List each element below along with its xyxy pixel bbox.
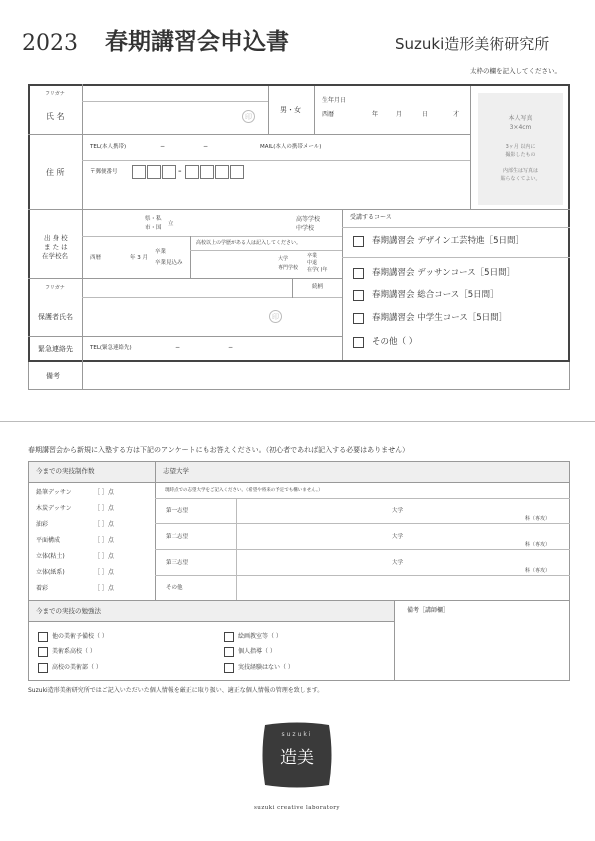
remarks-label: 備考 xyxy=(46,372,60,380)
choice-univ-2: 大学 xyxy=(392,534,404,540)
postal-code-boxes[interactable] xyxy=(132,165,232,181)
choice-dept-3: 科（専攻） xyxy=(525,568,551,574)
guardian-seal-mark xyxy=(269,310,282,323)
photo-note-1: 3ヶ月 以内に xyxy=(505,144,536,150)
institute-name-latin: Suzuki xyxy=(395,35,445,53)
furigana-input[interactable] xyxy=(90,88,260,100)
choice-univ-3: 大学 xyxy=(392,560,404,566)
works-header: 今までの実技制作数 xyxy=(36,467,95,475)
logo-top-text: suzuki xyxy=(281,731,313,738)
institute-name-jp: 造形美術研究所 xyxy=(444,35,550,53)
method-label: 美術系高校（ ） xyxy=(52,648,96,655)
photo-box[interactable] xyxy=(478,93,563,205)
institute-name xyxy=(395,37,549,52)
work-item-label: 立体(紙系) xyxy=(36,569,65,576)
course-label: 春期講習会 中学生コース［5日間］ xyxy=(372,313,508,323)
method-checkbox[interactable] xyxy=(224,647,234,657)
survey-intro: 春期講習会から新規に入塾する方は下記のアンケートにもお答えください。（初心者であれば記入する必要はありません） xyxy=(28,446,410,454)
work-item-count[interactable]: ［ ］点 xyxy=(94,553,114,560)
choice-univ-1: 大学 xyxy=(392,508,404,514)
emergency-label: 緊急連絡先 xyxy=(38,345,73,353)
high-school-label: 高等学校 xyxy=(296,216,321,223)
work-item-count[interactable]: ［ ］点 xyxy=(94,537,114,544)
mail-label: MAIL(本人の携帯メール) xyxy=(260,144,322,150)
course-label: その他（ ） xyxy=(372,337,418,347)
privacy-note: Suzuki造形美術研究所ではご記入いただいた個人情報を厳正に取り扱い、適正な個人情報の管理を致します。 xyxy=(28,687,324,694)
birth-month-unit: 月 xyxy=(396,111,403,118)
method-checkbox[interactable] xyxy=(224,663,234,673)
course-header: 受講するコース xyxy=(350,214,392,221)
emergency-dash-2: − xyxy=(228,344,234,351)
birth-day-unit: 日 xyxy=(422,111,429,118)
school-label-3: 在学校名 xyxy=(42,252,68,260)
junior-high-label: 中学校 xyxy=(296,225,315,232)
works-list xyxy=(36,490,151,595)
method-label: 実技経験はない（ ） xyxy=(238,664,294,671)
emergency-dash-1: − xyxy=(175,344,181,351)
method-checkbox[interactable] xyxy=(38,632,48,642)
graduate-expected-label: 卒業見込み xyxy=(155,260,183,266)
name-input[interactable] xyxy=(90,104,235,130)
brand-logo xyxy=(262,722,332,788)
choice-label-2: 第二志望 xyxy=(166,534,189,540)
course-label: 春期講習会 デザイン工芸特進［5日間］ xyxy=(372,236,525,246)
work-item-label: 鉛筆デッサン xyxy=(36,489,72,496)
univ-note: 現時点での志望大学をご記入ください。（希望や将来の予定でも構いません。） xyxy=(165,488,323,493)
method-checkbox[interactable] xyxy=(38,663,48,673)
method-checkbox[interactable] xyxy=(38,647,48,657)
gender-selector[interactable]: 男・女 xyxy=(280,106,301,114)
photo-note-4: 貼らなくてよい。 xyxy=(500,176,541,182)
title-year: 2023 xyxy=(22,31,78,56)
school-label-1: 出 身 校 xyxy=(44,234,68,242)
work-item-count[interactable]: ［ ］点 xyxy=(94,521,114,528)
work-item-label: 立体(粘土) xyxy=(36,553,65,560)
univ-label: 大学 xyxy=(278,256,289,262)
photo-label: 本人写真 xyxy=(508,115,533,122)
course-checkbox[interactable] xyxy=(353,236,364,247)
method-checkbox[interactable] xyxy=(224,632,234,642)
school-pref: 県・私 xyxy=(145,216,162,222)
course-checkbox[interactable] xyxy=(353,268,364,279)
logo-main-text: 造美 xyxy=(280,748,314,768)
choice-other: その他 xyxy=(166,585,183,591)
photo-note-3: 内部生は写真は xyxy=(502,168,538,174)
school-year-month: 年 3 月 xyxy=(130,255,148,261)
section-divider xyxy=(0,421,595,422)
guardian-label: 保護者氏名 xyxy=(38,313,73,321)
school-era: 西暦 xyxy=(90,255,102,261)
work-item-label: 平面構成 xyxy=(36,537,61,544)
guardian-furigana-label: フリガナ xyxy=(45,285,65,291)
enrolled-status-label: 中退 xyxy=(307,260,318,266)
grade-label: 在学( )年 xyxy=(307,267,328,273)
method-label: 他の美術予備校（ ） xyxy=(52,633,108,640)
seal-text: 印 xyxy=(245,113,252,121)
work-item-label: 油彩 xyxy=(36,521,49,528)
guardian-seal-text: 印 xyxy=(272,313,279,321)
method-label: 高校の美術部（ ） xyxy=(52,664,102,671)
page-title: 春期講習会申込書 xyxy=(105,29,289,55)
course-label: 春期講習会 デッサンコース［5日間］ xyxy=(372,268,516,278)
course-checkbox[interactable] xyxy=(353,313,364,324)
work-item-label: 着彩 xyxy=(36,585,49,592)
logo-tagline: suzuki creative laboratory xyxy=(253,805,340,811)
school-ritsu: 立 xyxy=(168,221,174,227)
work-item-count[interactable]: ［ ］点 xyxy=(94,489,114,496)
instructor-remarks-header: 備考［講師欄］ xyxy=(407,607,450,614)
grad-status-label: 卒業 xyxy=(307,253,318,259)
birth-era: 西暦 xyxy=(322,111,335,118)
tel-dash-2: − xyxy=(203,143,209,150)
address-label: 住 所 xyxy=(46,168,65,177)
school-city: 市・国 xyxy=(145,225,162,231)
postal-separator: - xyxy=(178,166,182,177)
relation-label: 続柄 xyxy=(312,284,324,290)
birth-year-unit: 年 xyxy=(372,111,379,118)
course-checkbox[interactable] xyxy=(353,337,364,348)
remarks-row[interactable] xyxy=(28,362,570,390)
univ-header: 志望大学 xyxy=(163,467,189,475)
graduate-label: 卒業 xyxy=(155,249,167,255)
higher-education-note: 高校以上の学歴がある人は記入してください。 xyxy=(196,240,302,246)
methods-header: 今までの実技の勉強法 xyxy=(36,607,101,615)
school-label-2: ま た は xyxy=(44,243,68,251)
choice-label-3: 第三志望 xyxy=(166,560,189,566)
tel-dash-1: − xyxy=(160,143,166,150)
choice-dept-2: 科（専攻） xyxy=(525,542,551,548)
course-checkbox[interactable] xyxy=(353,290,364,301)
choice-dept-1: 科（専攻） xyxy=(525,516,551,522)
emergency-tel-label: TEL(緊急連絡先) xyxy=(90,345,132,351)
method-label: 絵画教室等（ ） xyxy=(238,633,282,640)
course-label: 春期講習会 総合コース［5日間］ xyxy=(372,290,499,300)
instruction-note: 太枠の欄を記入してください。 xyxy=(470,67,561,75)
postal-label: 〒郵便番号 xyxy=(90,169,118,175)
method-label: 個人指導（ ） xyxy=(238,648,276,655)
photo-note-2: 撮影したもの xyxy=(505,152,536,158)
photo-size: 3×4cm xyxy=(509,124,532,131)
birth-label: 生年月日 xyxy=(322,97,347,104)
work-item-label: 木炭デッサン xyxy=(36,505,72,512)
work-item-count[interactable]: ［ ］点 xyxy=(94,569,114,576)
age-unit: 才 xyxy=(453,111,460,118)
choice-label-1: 第一志望 xyxy=(166,508,189,514)
seal-mark xyxy=(242,110,255,123)
work-item-count[interactable]: ［ ］点 xyxy=(94,505,114,512)
name-label: 氏 名 xyxy=(46,112,65,121)
tel-label: TEL(本人携帯) xyxy=(90,144,127,150)
vocational-label: 専門学校 xyxy=(278,265,299,271)
work-item-count[interactable]: ［ ］点 xyxy=(94,585,114,592)
furigana-label: フリガナ xyxy=(45,91,65,97)
